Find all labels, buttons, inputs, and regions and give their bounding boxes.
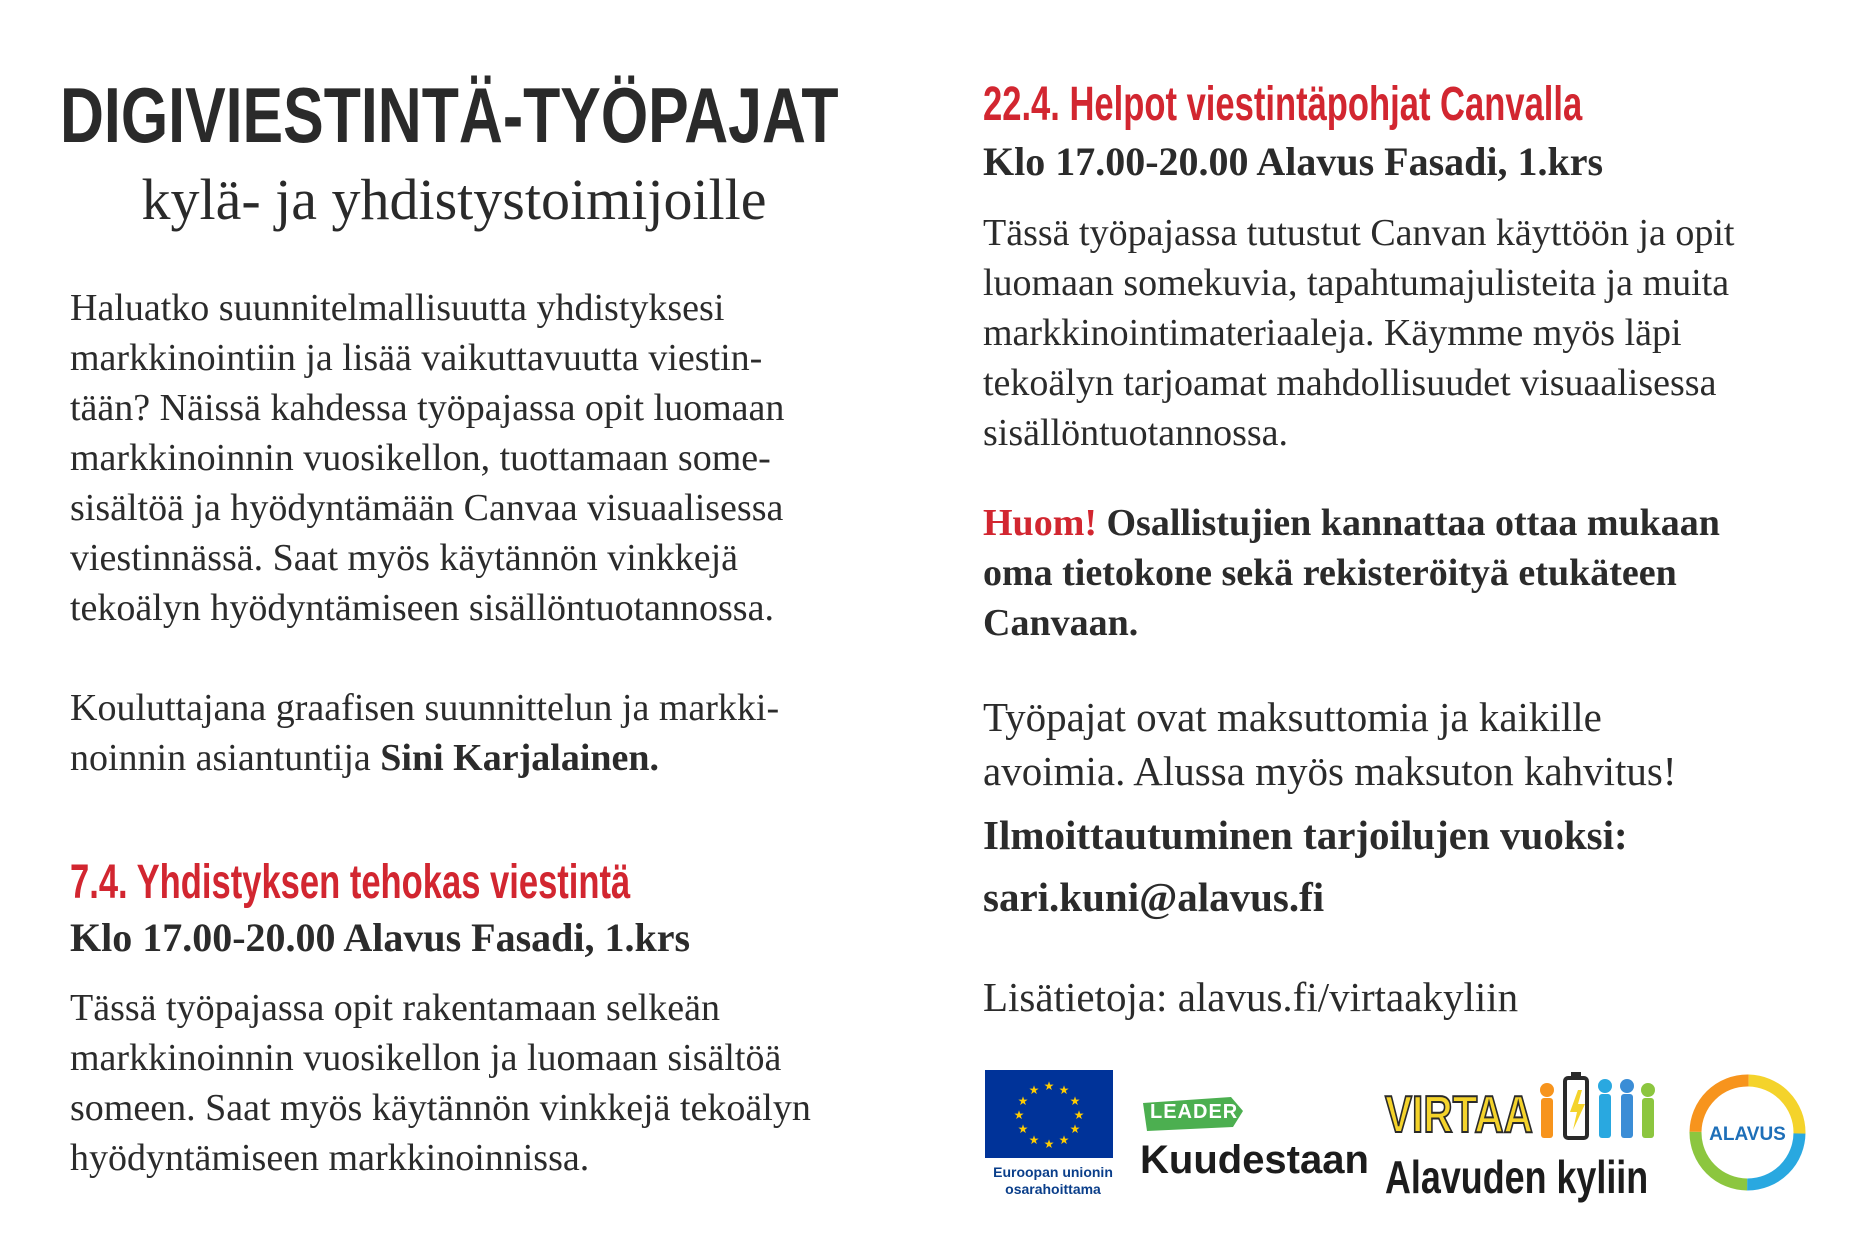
event2-title: 22.4. Helpot viestintäpohjat Canvalla bbox=[983, 78, 1583, 131]
svg-text:★: ★ bbox=[1028, 1133, 1040, 1147]
svg-text:★: ★ bbox=[1073, 1108, 1085, 1122]
svg-text:★: ★ bbox=[1043, 1137, 1055, 1151]
event1-time: Klo 17.00-20.00 Alavus Fasadi, 1.krs bbox=[70, 915, 691, 960]
page-subtitle: kylä- ja yhdistystoimijoille bbox=[141, 167, 767, 232]
svg-text:★: ★ bbox=[1069, 1094, 1081, 1108]
trainer-text: Kouluttajana graafisen suunnittelun ja markki- noinnin asiantuntija bbox=[70, 687, 780, 779]
registration-label: Ilmoittautuminen tarjoilujen vuoksi: bbox=[983, 812, 1628, 858]
event2-time: Klo 17.00-20.00 Alavus Fasadi, 1.krs bbox=[983, 139, 1604, 184]
page-title: DIGIVIESTINTÄ-TYÖPAJAT bbox=[60, 71, 839, 159]
svg-text:★: ★ bbox=[1043, 1079, 1055, 1093]
svg-text:★: ★ bbox=[1058, 1133, 1070, 1147]
note-text: Osallistujien kannattaa ottaa mukaan oma tietokone sekä rekisteröityä etukäteen Canvaan. bbox=[983, 502, 1720, 644]
eu-caption: Euroopan unionin osarahoittama bbox=[993, 1164, 1113, 1197]
kuudestaan-logo-text: Kuudestaan bbox=[1140, 1138, 1369, 1182]
alavuden-kyliin-logo-text: Alavuden kyliin bbox=[1385, 1151, 1649, 1203]
intro-paragraph: Haluatko suunnitelmallisuutta yhdistyksesi markkinointiin ja lisää vaikuttavuutta viestin- tään? Näissä kahdessa työpajassa opit luomaan markkinoinnin vuosikellon, tuottamaan some- sisältöä ja hyödyntämään Canvaa visuaalisessa viestinnässä. Saat myös käytännön vinkkejä tekoälyn hyödyntämiseen sisällöntuotannossa. bbox=[70, 287, 785, 629]
free-paragraph: Työpajat ovat maksuttomia ja kaikille avoimia. Alussa myös maksuton kahvitus! bbox=[983, 694, 1677, 794]
trainer-paragraph bbox=[70, 683, 890, 783]
more-info-text[interactable]: Lisätietoja: alavus.fi/virtaakyliin bbox=[983, 974, 1519, 1020]
event1-title: 7.4. Yhdistyksen tehokas viestintä bbox=[70, 856, 631, 909]
registration-email[interactable]: sari.kuni@alavus.fi bbox=[983, 874, 1325, 920]
virtaa-logo-text: VIRTAA bbox=[1385, 1086, 1533, 1144]
svg-text:★: ★ bbox=[1028, 1083, 1040, 1097]
svg-text:★: ★ bbox=[1058, 1083, 1070, 1097]
alavus-logo bbox=[1685, 1070, 1810, 1195]
svg-text:★: ★ bbox=[1017, 1094, 1029, 1108]
note-label: Huom! bbox=[983, 502, 1097, 544]
svg-text:★: ★ bbox=[1017, 1122, 1029, 1136]
virtaa-figures-icon bbox=[1535, 1068, 1660, 1148]
svg-text:★: ★ bbox=[1069, 1122, 1081, 1136]
trainer-name: Sini Karjalainen. bbox=[380, 737, 660, 779]
event2-description: Tässä työpajassa tutustut Canvan käyttöön ja opit luomaan somekuvia, tapahtumajulisteita ja muita markkinointimateriaaleja. Käymme myös läpi tekoälyn tarjoamat mahdollisuudet visuaalisessa sisällöntuotannossa. bbox=[983, 212, 1735, 454]
eu-flag-logo bbox=[985, 1070, 1113, 1158]
svg-text:★: ★ bbox=[1013, 1108, 1025, 1122]
leader-label: LEADER bbox=[1150, 1101, 1239, 1123]
event1-description: Tässä työpajassa opit rakentamaan selkeän markkinoinnin vuosikellon ja luomaan sisältöä someen. Saat myös käytännön vinkkejä tekoälyn hyödyntämiseen markkinoinnissa. bbox=[70, 987, 811, 1179]
note-paragraph bbox=[983, 498, 1843, 648]
alavus-logo-text: ALAVUS bbox=[1709, 1124, 1786, 1145]
